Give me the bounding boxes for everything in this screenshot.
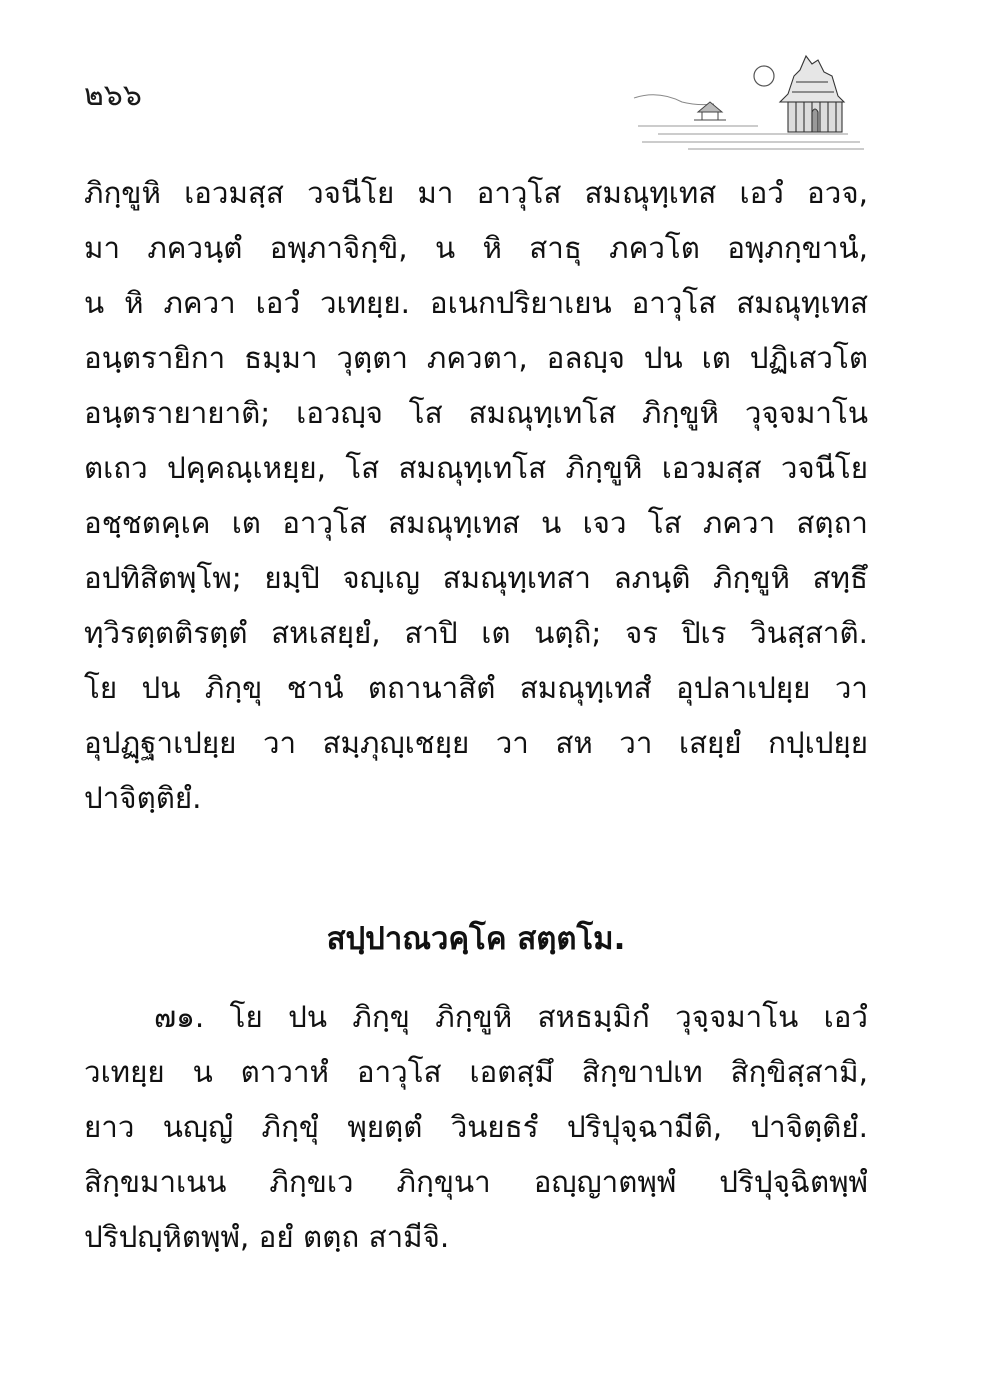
paragraph-1: [84, 166, 868, 826]
text-line: น หิ ภควา เอวํ วเทยฺย. อเนกปริยาเยน อาวุโส สมณุทฺเทส: [84, 286, 868, 320]
text-line: ตเถว ปคฺคณฺเหยฺย, โส สมณุทฺเทโส ภิกฺขูหิ เอวมสฺส วจนีโย: [84, 451, 868, 485]
text-line: มา ภควนฺตํ อพฺภาจิกฺขิ, น หิ สาธุ ภควโต อพฺภกฺขานํ,: [84, 231, 868, 265]
text-line: ยาว นญฺญํ ภิกฺขุํ พฺยตฺตํ วินยธรํ ปริปุจฺฉามีติ, ปาจิตฺติยํ.: [84, 1110, 868, 1144]
text-line: สิกฺขมาเนน ภิกฺขเว ภิกฺขุนา อญฺญาตพฺพํ ปริปุจฺฉิตพฺพํ: [84, 1165, 868, 1199]
text-line: ทฺวิรตฺตติรตฺตํ สหเสยฺยํ, สาปิ เต นตฺถิ; จร ปิเร วินสฺสาติ.: [84, 616, 868, 650]
temple-shape: [780, 56, 844, 132]
page-number: ๒๖๖: [84, 78, 142, 113]
paragraph-2: [84, 990, 868, 1265]
text-line: โย ปน ภิกฺขุ ชานํ ตถานาสิตํ สมณุทฺเทสํ อุปลาเปยฺย วา: [84, 671, 868, 705]
text-line: ปริปญฺหิตพฺพํ, อยํ ตตฺถ สามีจิ.: [84, 1220, 450, 1254]
text-line: อนฺตรายายาติ; เอวญฺจ โส สมณุทฺเทโส ภิกฺขูหิ วุจฺจมาโน: [84, 396, 868, 430]
text-line: วเทยฺย น ตาวาหํ อาวุโส เอตสฺมึ สิกฺขาปเท สิกฺขิสฺสามิ,: [84, 1055, 868, 1089]
text-line: อชฺชตคฺเค เต อาวุโส สมณุทฺเทส น เจว โส ภควา สตฺถา: [84, 506, 868, 540]
text-line: ๗๑. โย ปน ภิกฺขุ ภิกฺขูหิ สหธมฺมิกํ วุจฺจมาโน เอวํ: [154, 1000, 868, 1034]
text-line: อปทิสิตพฺโพ; ยมฺปิ จญฺเญ สมณุทฺเทสา ลภนฺติ ภิกฺขูหิ สทฺธึ: [84, 561, 868, 595]
text-line: อุปฏฺฐาเปยฺย วา สมฺภุญฺเชยฺย วา สห วา เสยฺยํ กปฺเปยฺย: [84, 726, 868, 760]
temple-landscape-icon: [628, 46, 868, 156]
text-line: อนฺตรายิกา ธมฺมา วุตฺตา ภควตา, อลญฺจ ปน เต ปฏิเสวโต: [84, 341, 868, 375]
text-line: ปาจิตฺติยํ.: [84, 781, 202, 815]
section-heading: สปฺปาณวคฺโค สตฺตโม.: [326, 921, 626, 957]
moon-shape: [754, 66, 774, 86]
text-line: ภิกฺขูหิ เอวมสฺส วจนีโย มา อาวุโส สมณุทฺเทส เอวํ อวจ,: [84, 176, 868, 210]
hills-shape: [634, 95, 714, 105]
